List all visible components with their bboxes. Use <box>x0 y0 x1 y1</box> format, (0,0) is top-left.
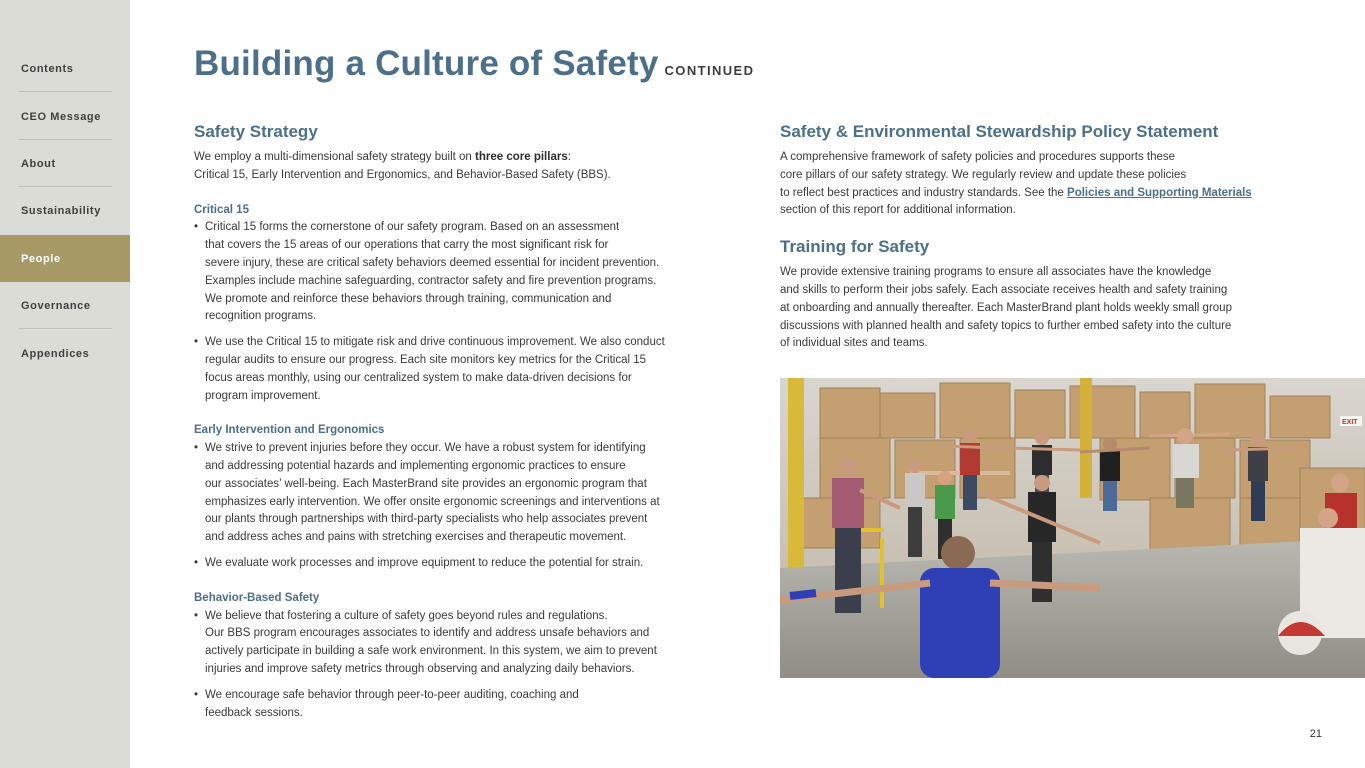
bullet-line: We strive to prevent injuries before they occur. We have a robust system for identifying <box>205 442 646 455</box>
section-heading: Safety & Environmental Stewardship Policy Statement <box>780 122 1219 141</box>
policy-line: A comprehensive framework of safety policies and procedures supports these <box>780 151 1176 163</box>
sidebar-item-about[interactable] <box>0 140 130 187</box>
policy-line: core pillars of our safety strategy. We regularly review and update these policies <box>780 168 1187 181</box>
bullet-line: feedback sessions. <box>205 706 303 719</box>
exit-sign-text: EXIT <box>1342 419 1358 426</box>
sidebar-item-sustainability[interactable] <box>0 187 130 234</box>
bullet-line: focus areas monthly, using our centralized system to make data-driven decisions for <box>205 371 632 384</box>
page-title <box>194 44 754 84</box>
bullet-line: Critical 15 forms the cornerstone of our safety program. Based on an assessment <box>205 221 620 234</box>
list-item <box>194 608 754 679</box>
page-number: 21 <box>1309 728 1322 740</box>
bullet-line: that covers the 15 areas of our operations that carry the most significant risk for <box>205 239 609 252</box>
training-line: at onboarding and annually thereafter. Each MasterBrand plant holds weekly small group <box>780 301 1232 314</box>
bullet-glyph: • <box>194 688 199 701</box>
sidebar-item-appendices[interactable] <box>0 330 130 377</box>
section-heading: Training for Safety <box>780 237 930 257</box>
bullet-line: our associates’ well-being. Each MasterBrand site provides an ergonomic program that <box>205 477 647 490</box>
intro-text: Critical 15, Early Intervention and Ergonomics, and Behavior-Based Safety (BBS). <box>194 168 611 181</box>
sub-heading-critical-15: Critical 15 <box>194 203 249 216</box>
list-item <box>194 440 754 547</box>
intro-text: We employ a multi-dimensional safety strategy built on <box>194 151 476 163</box>
safety-strategy-section <box>194 121 754 722</box>
sidebar-item-label: People <box>21 252 61 265</box>
sub-heading-bbs: Behavior-Based Safety <box>194 591 320 604</box>
bullet-line: We use the Critical 15 to mitigate risk and drive continuous improvement. We also conduct <box>205 336 665 349</box>
bullet-glyph: • <box>194 609 199 622</box>
sidebar-item-label: CEO Message <box>21 110 101 123</box>
sub-heading-early-intervention: Early Intervention and Ergonomics <box>194 424 385 437</box>
bullet-line: program improvement. <box>205 389 321 402</box>
training-line: We provide extensive training programs to ensure all associates have the knowledge <box>780 266 1212 279</box>
list-item <box>194 219 754 326</box>
policy-line <box>780 185 1340 203</box>
photo-illustration <box>780 378 1365 678</box>
bullet-line: severe injury, these are critical safety behaviors deemed essential for incident prevention. <box>205 256 660 269</box>
sidebar-item-ceo-message[interactable] <box>0 93 130 140</box>
bullet-line: and address aches and pains with stretching exercises and therapeutic movement. <box>205 531 627 544</box>
bullet-line: actively participate in building a safe work environment. In this system, we aim to prevent <box>205 645 657 658</box>
bullet-line: emphasizes early intervention. We offer onsite ergonomic screenings and interventions at <box>205 495 660 508</box>
policy-line-text: to reflect best practices and industry standards. See the <box>780 186 1068 199</box>
sidebar-item-governance[interactable] <box>0 282 130 329</box>
list-item <box>194 555 754 573</box>
sidebar-item-label: Governance <box>21 299 91 312</box>
section-heading: Safety Strategy <box>194 122 318 141</box>
page-title-text: Building a Culture of Safety <box>194 44 659 83</box>
continued-label: CONTINUED <box>664 63 755 78</box>
policy-line: section of this report for additional information. <box>780 204 1016 217</box>
training-line: of individual sites and teams. <box>780 337 928 350</box>
intro-emphasis: three core pillars <box>475 151 568 163</box>
bullet-line: and addressing potential hazards and implementing ergonomic practices to ensure <box>205 459 626 472</box>
bullet-line: our plants through partnerships with third-party specialists who help associates prevent <box>205 513 648 526</box>
bullet-line: We promote and reinforce these behaviors through training, communication and <box>205 292 612 305</box>
bullet-line: We believe that fostering a culture of safety goes beyond rules and regulations. <box>205 609 608 622</box>
policy-statement-section <box>780 121 1340 220</box>
bullet-line: Examples include machine safeguarding, contractor safety and fire prevention programs. <box>205 274 657 287</box>
sidebar-item-contents[interactable] <box>0 45 130 92</box>
sidebar-nav <box>0 0 130 768</box>
bullet-glyph: • <box>194 336 199 349</box>
bullet-line: We encourage safe behavior through peer-to-peer auditing, coaching and <box>205 688 579 701</box>
training-line: and skills to perform their jobs safely. Each associate receives health and safety training <box>780 283 1228 296</box>
sidebar-item-label: About <box>21 157 56 170</box>
bullet-line: injuries and improve safety metrics through observing and analyzing daily behaviors. <box>205 662 635 675</box>
sidebar-item-label: Contents <box>21 62 74 75</box>
bullet-glyph: • <box>194 442 199 455</box>
intro-colon: : <box>567 151 571 163</box>
sidebar-item-label: Sustainability <box>21 204 101 217</box>
strategy-intro <box>194 149 754 185</box>
policies-materials-link[interactable]: Policies and Supporting Materials <box>1067 186 1252 199</box>
bullet-line: Our BBS program encourages associates to identify and address unsafe behaviors and <box>205 627 650 640</box>
list-item <box>194 687 754 723</box>
warehouse-stretching-photo <box>780 378 1365 678</box>
bullet-line: regular audits to ensure our progress. Each site monitors key metrics for the Critical 15 <box>205 353 647 366</box>
policy-text <box>780 149 1340 220</box>
bullet-glyph: • <box>194 556 199 569</box>
sidebar-item-people[interactable] <box>0 235 130 282</box>
sidebar-item-label: Appendices <box>21 347 90 360</box>
training-section <box>780 236 1340 353</box>
divider <box>18 328 112 329</box>
right-column <box>780 121 1340 353</box>
list-item <box>194 334 754 405</box>
bullet-line: recognition programs. <box>205 310 317 323</box>
bullet-line: We evaluate work processes and improve equipment to reduce the potential for strain. <box>205 556 644 569</box>
divider <box>18 91 112 92</box>
bullet-glyph: • <box>194 221 199 234</box>
training-text <box>780 264 1340 353</box>
training-line: discussions with planned health and safety topics to further embed safety into the culture <box>780 319 1232 332</box>
